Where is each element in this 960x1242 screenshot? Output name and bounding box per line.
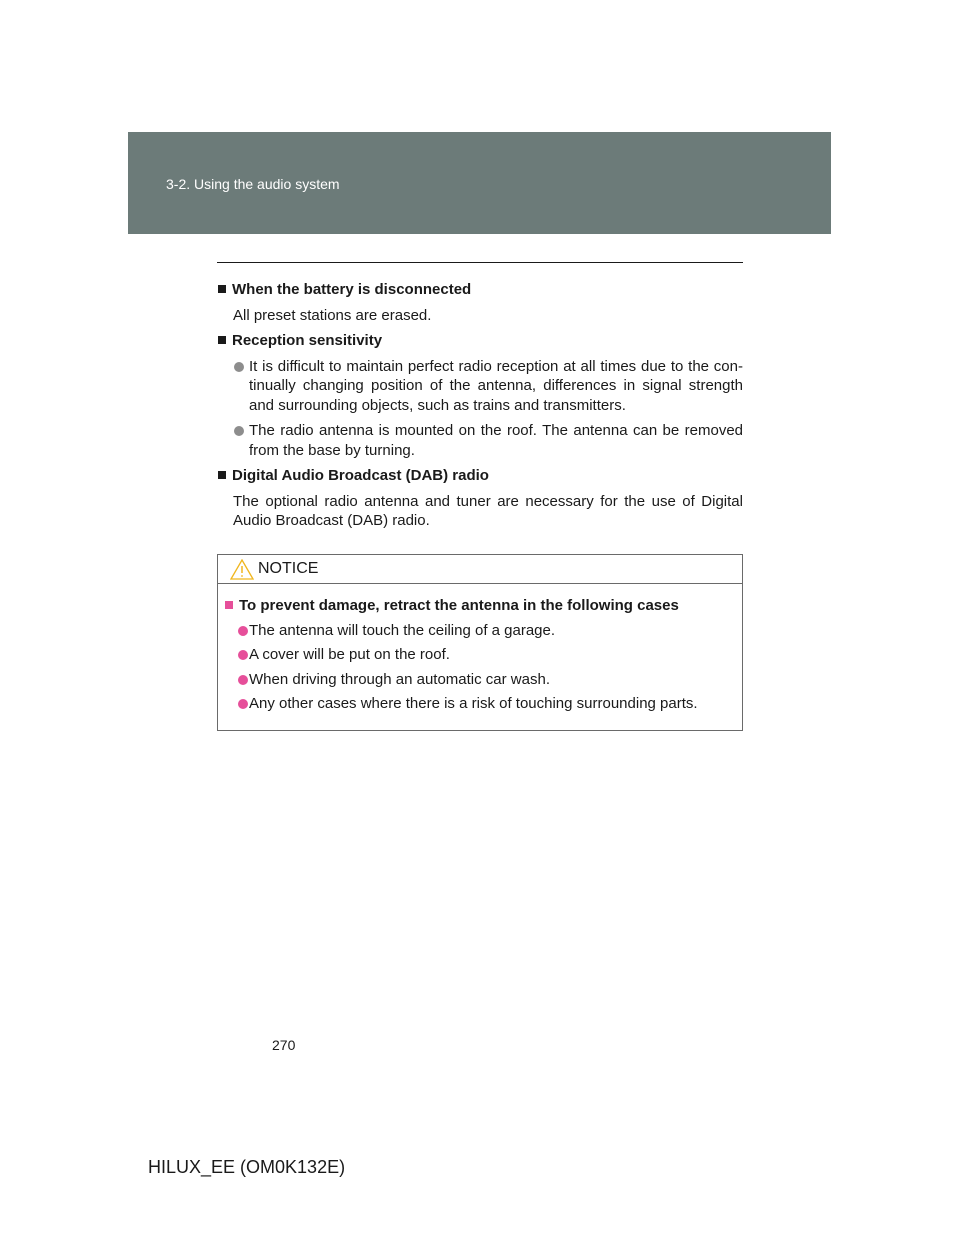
list-item-text: When driving through an automatic car wash. [249, 670, 550, 688]
section-heading-text: When the battery is disconnected [232, 281, 472, 298]
notice-header [218, 555, 742, 584]
section-heading-text: Digital Audio Broadcast (DAB) radio [232, 467, 489, 484]
square-bullet-icon [218, 471, 226, 479]
section-body: The optional radio antenna and tuner are necessary for the use of Digital Audio Broadcast (DAB) radio. [233, 492, 743, 529]
notice-label: NOTICE [258, 560, 319, 577]
notice-heading-text: To prevent damage, retract the antenna in the following cases [239, 597, 679, 614]
list-item [217, 421, 743, 460]
circle-bullet-icon [234, 426, 244, 436]
section-heading-battery [217, 280, 743, 300]
list-item [224, 645, 736, 665]
section-body: All preset stations are erased. [233, 306, 432, 324]
section-title: 3-2. Using the audio system [166, 176, 340, 192]
section-heading-dab [217, 466, 743, 486]
list-item-text: A cover will be put on the roof. [249, 646, 450, 663]
document-id: HILUX_EE (OM0K132E) [148, 1157, 346, 1177]
square-bullet-icon [225, 601, 233, 609]
list-item [224, 621, 736, 641]
page-number: 270 [272, 1037, 296, 1053]
header-band [128, 132, 831, 234]
circle-bullet-icon [234, 362, 244, 372]
circle-bullet-icon [238, 650, 248, 660]
circle-bullet-icon [238, 626, 248, 636]
warning-triangle-icon [230, 559, 254, 580]
circle-bullet-icon [238, 675, 248, 685]
square-bullet-icon [218, 285, 226, 293]
section-heading-reception [217, 331, 743, 351]
top-rule [217, 262, 743, 263]
notice-body [218, 584, 742, 714]
circle-bullet-icon [238, 699, 248, 709]
notice-box [217, 554, 743, 731]
notice-heading [224, 596, 736, 616]
list-item [217, 357, 743, 416]
square-bullet-icon [218, 336, 226, 344]
list-item-text: The antenna will touch the ceiling of a garage. [249, 621, 556, 639]
list-item [224, 694, 736, 714]
list-item-text: The radio antenna is mounted on the roof. The antenna can be removed from the base by turning. [249, 422, 743, 459]
section-heading-text: Reception sensitivity [232, 332, 383, 349]
list-item-text: Any other cases where there is a risk of touching surrounding parts. [249, 695, 698, 712]
main-content [217, 280, 743, 537]
list-item-text: It is difficult to maintain perfect radio reception at all times due to the con-tinually changing position of the antenna, differences in signal strength and surrounding objects, such as trains and transmitters. [249, 357, 743, 414]
list-item [224, 670, 736, 690]
